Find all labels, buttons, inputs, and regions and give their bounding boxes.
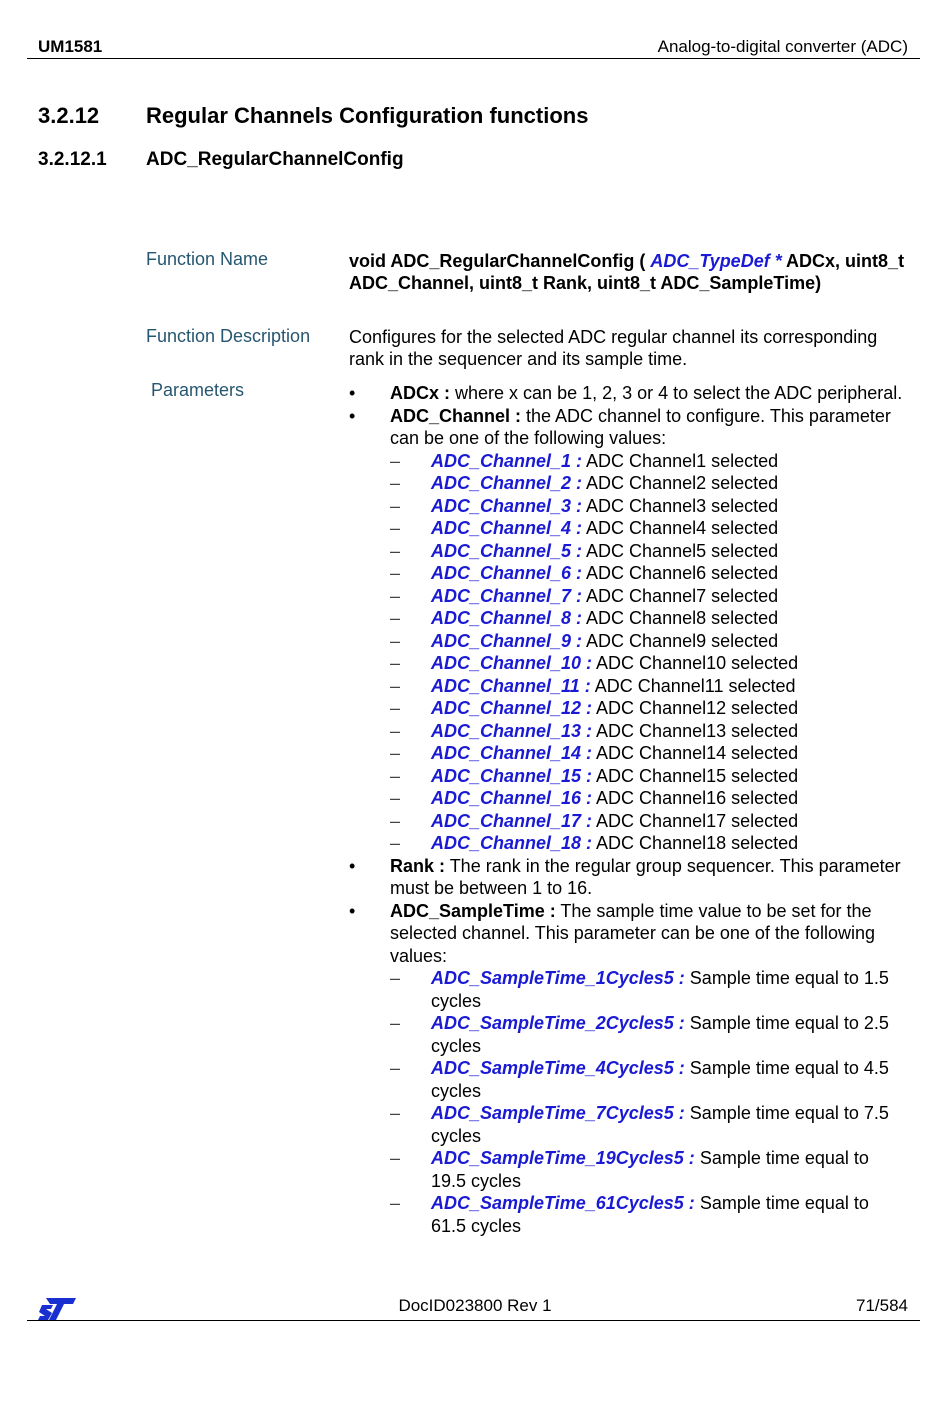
doc-revision: DocID023800 Rev 1 bbox=[398, 1296, 552, 1315]
value-link[interactable]: ADC_Channel_5 : bbox=[431, 540, 583, 561]
value-link[interactable]: ADC_SampleTime_61Cycles5 : bbox=[431, 1193, 695, 1213]
value-link[interactable]: ADC_SampleTime_1Cycles5 : bbox=[431, 968, 685, 988]
value-link[interactable]: ADC_Channel_9 : bbox=[431, 630, 583, 651]
value-link[interactable]: ADC_Channel_14 : bbox=[431, 743, 593, 763]
value-desc: ADC Channel5 selected bbox=[582, 540, 779, 561]
value-link[interactable]: ADC_Channel_4 : bbox=[431, 518, 583, 538]
param-desc: The sample time value to be set for the selected channel. This parameter can be one of the following values: bbox=[390, 900, 875, 966]
list-item bbox=[390, 1102, 905, 1147]
value-link[interactable]: ADC_Channel_15 : bbox=[431, 765, 593, 786]
value-desc: ADC Channel9 selected bbox=[582, 630, 779, 651]
param-name: Rank : bbox=[390, 855, 446, 876]
doc-id: UM1581 bbox=[38, 37, 103, 56]
section-title: Regular Channels Configuration functions bbox=[146, 103, 589, 128]
value-desc: ADC Channel6 selected bbox=[582, 563, 779, 583]
section-number: 3.2.12 bbox=[38, 103, 100, 128]
value-link[interactable]: ADC_SampleTime_4Cycles5 : bbox=[431, 1058, 685, 1078]
list-item bbox=[390, 675, 905, 698]
value-link[interactable]: ADC_Channel_6 : bbox=[431, 563, 583, 583]
list-item bbox=[390, 742, 905, 765]
list-item bbox=[390, 1192, 905, 1237]
param-name: ADC_Channel : bbox=[390, 405, 522, 426]
value-desc: Sample time equal to 61.5 cycles bbox=[431, 1193, 869, 1236]
value-desc: Sample time equal to 19.5 cycles bbox=[431, 1148, 869, 1191]
value-desc: ADC Channel12 selected bbox=[592, 698, 799, 718]
value-desc: ADC Channel18 selected bbox=[592, 833, 799, 853]
parameters-list bbox=[349, 382, 905, 1237]
value-link[interactable]: ADC_Channel_11 : bbox=[431, 675, 591, 696]
function-description-text: Configures for the selected ADC regular channel its corresponding rank in the sequencer and its sample time. bbox=[349, 327, 878, 369]
function-description-label: Function Description bbox=[146, 326, 311, 346]
list-item bbox=[390, 607, 905, 630]
header-rule bbox=[27, 58, 920, 59]
param-rank bbox=[349, 855, 905, 900]
param-desc: The rank in the regular group sequencer. This parameter must be between 1 to 16. bbox=[390, 855, 901, 898]
value-desc: ADC Channel10 selected bbox=[592, 653, 799, 673]
value-link[interactable]: ADC_SampleTime_2Cycles5 : bbox=[431, 1013, 685, 1033]
list-item bbox=[390, 697, 905, 720]
list-item bbox=[390, 1012, 905, 1057]
type-link[interactable]: ADC_TypeDef * bbox=[650, 251, 782, 271]
value-desc: ADC Channel16 selected bbox=[592, 788, 799, 808]
value-desc: ADC Channel2 selected bbox=[582, 473, 779, 493]
list-item bbox=[390, 472, 905, 495]
param-name: ADCx : bbox=[390, 383, 451, 403]
value-link[interactable]: ADC_Channel_8 : bbox=[431, 608, 583, 628]
param-name: ADC_SampleTime : bbox=[390, 900, 556, 921]
value-link[interactable]: ADC_Channel_10 : bbox=[431, 653, 593, 673]
param-adc-channel bbox=[349, 405, 905, 855]
value-desc: ADC Channel13 selected bbox=[592, 720, 799, 741]
list-item bbox=[390, 540, 905, 563]
param-desc: where x can be 1, 2, 3 or 4 to select the ADC peripheral. bbox=[450, 383, 903, 403]
value-link[interactable]: ADC_Channel_13 : bbox=[431, 720, 593, 741]
value-link[interactable]: ADC_Channel_1 : bbox=[431, 450, 583, 471]
sample-time-values-list bbox=[390, 967, 905, 1237]
value-desc: Sample time equal to 1.5 cycles bbox=[431, 968, 889, 1011]
function-prototype-suffix: ADCx, uint8_t ADC_Channel, uint8_t Rank, uint8_t ADC_SampleTime) bbox=[349, 251, 905, 293]
value-link[interactable]: ADC_Channel_18 : bbox=[431, 833, 593, 853]
list-item bbox=[390, 652, 905, 675]
value-link[interactable]: ADC_Channel_3 : bbox=[431, 495, 583, 516]
list-item bbox=[390, 967, 905, 1012]
value-desc: ADC Channel17 selected bbox=[592, 810, 799, 831]
param-desc: the ADC channel to configure. This parameter can be one of the following values: bbox=[390, 405, 891, 448]
list-item bbox=[390, 630, 905, 653]
footer-rule bbox=[27, 1320, 920, 1321]
subsection-heading bbox=[38, 149, 404, 171]
list-item bbox=[390, 720, 905, 743]
function-name-value bbox=[349, 250, 905, 294]
list-item bbox=[390, 1147, 905, 1192]
list-item bbox=[390, 787, 905, 810]
value-desc: Sample time equal to 4.5 cycles bbox=[431, 1058, 889, 1101]
value-link[interactable]: ADC_Channel_16 : bbox=[431, 788, 593, 808]
list-item bbox=[390, 450, 905, 473]
param-adc-sample-time bbox=[349, 900, 905, 1238]
function-name-label: Function Name bbox=[146, 249, 269, 269]
value-link[interactable]: ADC_SampleTime_7Cycles5 : bbox=[431, 1103, 685, 1123]
list-item bbox=[390, 810, 905, 833]
value-link[interactable]: ADC_Channel_7 : bbox=[431, 585, 583, 606]
value-link[interactable]: ADC_Channel_17 : bbox=[431, 810, 593, 831]
parameters-label: Parameters bbox=[151, 380, 245, 400]
list-item bbox=[390, 495, 905, 518]
value-link[interactable]: ADC_Channel_12 : bbox=[431, 698, 593, 718]
list-item bbox=[390, 585, 905, 608]
value-desc: ADC Channel3 selected bbox=[582, 495, 779, 516]
value-desc: ADC Channel7 selected bbox=[582, 585, 779, 606]
value-desc: Sample time equal to 7.5 cycles bbox=[431, 1103, 889, 1146]
page-number: 71/584 bbox=[856, 1296, 908, 1315]
value-desc: ADC Channel14 selected bbox=[592, 743, 799, 763]
function-prototype-prefix: void ADC_RegularChannelConfig ( bbox=[349, 251, 651, 271]
value-desc: ADC Channel8 selected bbox=[582, 608, 779, 628]
param-adcx bbox=[349, 382, 905, 405]
value-desc: Sample time equal to 2.5 cycles bbox=[431, 1013, 889, 1056]
section-heading bbox=[38, 103, 589, 129]
header-section-title: Analog-to-digital converter (ADC) bbox=[657, 37, 908, 56]
value-link[interactable]: ADC_SampleTime_19Cycles5 : bbox=[431, 1148, 695, 1168]
value-desc: ADC Channel4 selected bbox=[582, 518, 779, 538]
list-item bbox=[390, 765, 905, 788]
value-desc: ADC Channel15 selected bbox=[592, 765, 799, 786]
list-item bbox=[390, 517, 905, 540]
list-item bbox=[390, 562, 905, 585]
subsection-title: ADC_RegularChannelConfig bbox=[146, 149, 404, 170]
value-desc: ADC Channel1 selected bbox=[582, 450, 779, 471]
value-link[interactable]: ADC_Channel_2 : bbox=[431, 473, 583, 493]
list-item bbox=[390, 832, 905, 855]
value-desc: ADC Channel11 selected bbox=[590, 675, 796, 696]
list-item bbox=[390, 1057, 905, 1102]
channel-values-list bbox=[390, 450, 905, 855]
subsection-number: 3.2.12.1 bbox=[38, 149, 107, 170]
